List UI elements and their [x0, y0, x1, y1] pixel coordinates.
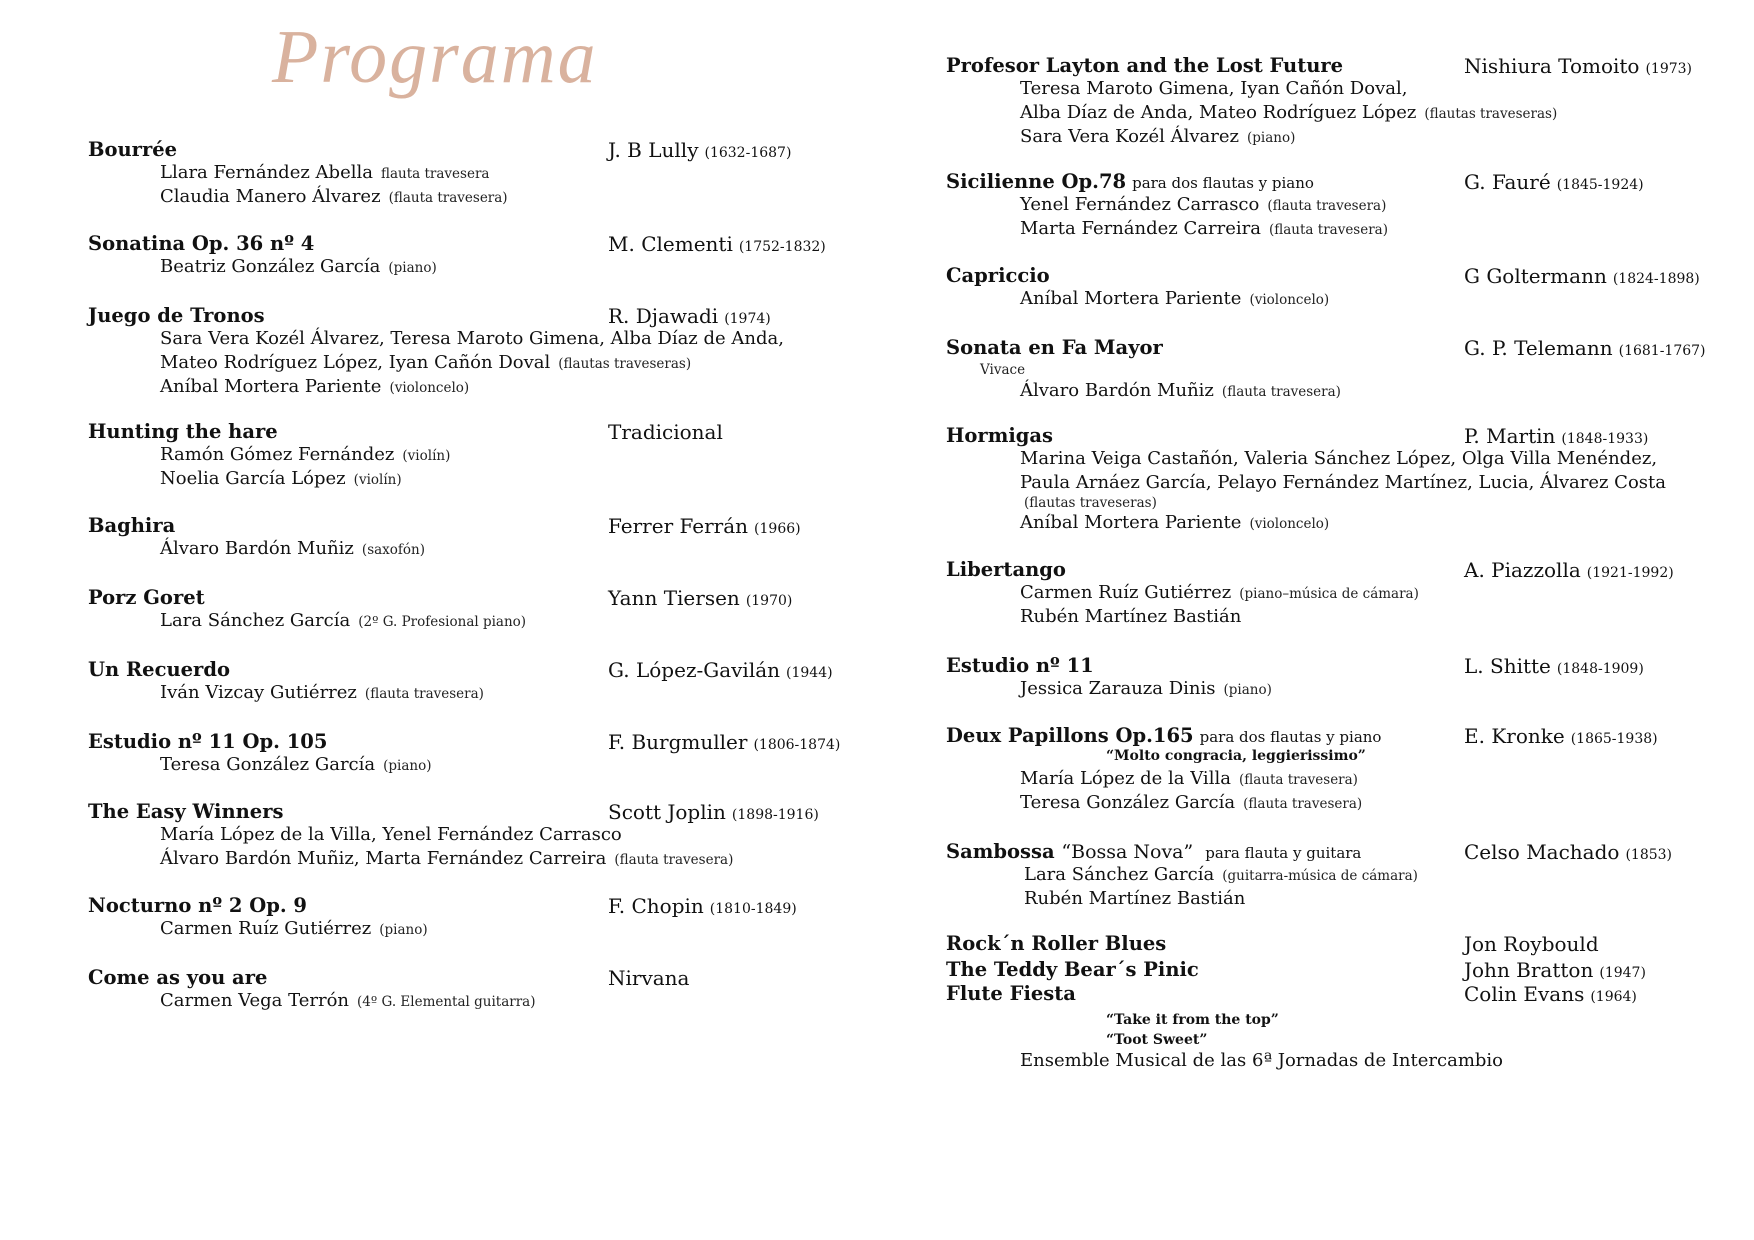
piece-title: Estudio nº 11 — [946, 654, 1094, 677]
performer: Carmen Vega Terrón (4º G. Elemental guitarra) — [160, 990, 536, 1011]
composer: Celso Machado (1853) — [1464, 840, 1673, 864]
performer: Lara Sánchez García (2º G. Profesional piano) — [160, 610, 527, 631]
piece-title: Flute Fiesta — [946, 982, 1076, 1005]
composer: G. López-Gavilán (1944) — [608, 658, 833, 682]
composer: J. B Lully (1632-1687) — [608, 138, 792, 162]
composer: Tradicional — [608, 420, 723, 444]
composer: G. Fauré (1845-1924) — [1464, 170, 1644, 194]
performer: Noelia García López (violín) — [160, 468, 402, 489]
piece-title: Bourrée — [88, 138, 178, 161]
piece-title: Come as you are — [88, 966, 268, 989]
performer: Claudia Manero Álvarez (flauta travesera) — [160, 186, 508, 207]
performer: Marta Fernández Carreira (flauta travesera) — [1020, 218, 1388, 239]
piece-title: Sambossa “Bossa Nova” para flauta y guitara — [946, 840, 1362, 863]
performer: Beatriz González García (piano) — [160, 256, 437, 277]
piece-title: The Easy Winners — [88, 800, 284, 823]
performer: Teresa González García (flauta travesera) — [1020, 792, 1363, 813]
performer: Sara Vera Kozél Álvarez (piano) — [1020, 126, 1296, 147]
composer: G Goltermann (1824-1898) — [1464, 264, 1700, 288]
composer: P. Martin (1848-1933) — [1464, 424, 1649, 448]
composer: Scott Joplin (1898-1916) — [608, 800, 819, 824]
piece-title: Profesor Layton and the Lost Future — [946, 54, 1344, 77]
performer: Rubén Martínez Bastián — [1020, 606, 1242, 627]
piece-title: Baghira — [88, 514, 176, 537]
performer: Alba Díaz de Anda, Mateo Rodríguez López (flautas traveseras) — [1020, 102, 1558, 123]
performer: Llara Fernández Abella flauta travesera — [160, 162, 490, 183]
performer: Álvaro Bardón Muñiz (saxofón) — [160, 538, 425, 559]
page-title: Programa — [272, 15, 598, 99]
performer: Teresa Maroto Gimena, Iyan Cañón Doval, — [1020, 78, 1408, 99]
composer: Yann Tiersen (1970) — [608, 586, 793, 610]
performer: Carmen Ruíz Gutiérrez (piano–música de cámara) — [1020, 582, 1419, 603]
piece-title: Juego de Tronos — [88, 304, 265, 327]
performer: Mateo Rodríguez López, Iyan Cañón Doval (flautas traveseras) — [160, 352, 692, 373]
piece-title: Sicilienne Op.78 para dos flautas y piano — [946, 170, 1314, 193]
composer: F. Burgmuller (1806-1874) — [608, 730, 841, 754]
piece-title: Nocturno nº 2 Op. 9 — [88, 894, 307, 917]
composer: Nirvana — [608, 966, 690, 990]
performer: Jessica Zarauza Dinis (piano) — [1020, 678, 1272, 699]
tempo-marking: “Molto congracia, leggierissimo” — [1106, 748, 1366, 764]
performer: Aníbal Mortera Pariente (violoncelo) — [1020, 512, 1330, 533]
piece-title: Rock´n Roller Blues — [946, 932, 1167, 955]
composer: Nishiura Tomoito (1973) — [1464, 54, 1693, 78]
movement-label: “Toot Sweet” — [1106, 1032, 1208, 1048]
ensemble-name: Ensemble Musical de las 6ª Jornadas de Intercambio — [1020, 1050, 1504, 1071]
composer: Jon Roybould — [1464, 932, 1599, 956]
movement-label: “Take it from the top” — [1106, 1012, 1279, 1028]
performer: Lara Sánchez García (guitarra-música de cámara) — [1024, 864, 1418, 885]
composer: F. Chopin (1810-1849) — [608, 894, 797, 918]
piece-title: Capriccio — [946, 264, 1050, 287]
piece-title: Hormigas — [946, 424, 1053, 447]
performer: Teresa González García (piano) — [160, 754, 432, 775]
performer: Álvaro Bardón Muñiz (flauta travesera) — [1020, 380, 1341, 401]
composer: Ferrer Ferrán (1966) — [608, 514, 801, 538]
performer: Sara Vera Kozél Álvarez, Teresa Maroto Gimena, Alba Díaz de Anda, — [160, 328, 784, 349]
composer: M. Clementi (1752-1832) — [608, 232, 826, 256]
performer: Aníbal Mortera Pariente (violoncelo) — [1020, 288, 1330, 309]
piece-title: Porz Goret — [88, 586, 205, 609]
performer: Marina Veiga Castañón, Valeria Sánchez López, Olga Villa Menéndez, — [1020, 448, 1658, 469]
performer: Álvaro Bardón Muñiz, Marta Fernández Carreira (flauta travesera) — [160, 848, 734, 869]
piece-title: Hunting the hare — [88, 420, 278, 443]
performer: Carmen Ruíz Gutiérrez (piano) — [160, 918, 428, 939]
composer: E. Kronke (1865-1938) — [1464, 724, 1658, 748]
piece-title: Deux Papillons Op.165 para dos flautas y piano — [946, 724, 1382, 747]
performer: Yenel Fernández Carrasco (flauta travesera) — [1020, 194, 1387, 215]
composer: Colin Evans (1964) — [1464, 982, 1637, 1006]
composer: John Bratton (1947) — [1464, 958, 1646, 982]
composer: G. P. Telemann (1681-1767) — [1464, 336, 1706, 360]
composer: R. Djawadi (1974) — [608, 304, 771, 328]
piece-title: Sonatina Op. 36 nº 4 — [88, 232, 315, 255]
piece-title: Estudio nº 11 Op. 105 — [88, 730, 328, 753]
performer: Ramón Gómez Fernández (violín) — [160, 444, 451, 465]
composer: A. Piazzolla (1921-1992) — [1464, 558, 1674, 582]
composer: L. Shitte (1848-1909) — [1464, 654, 1644, 678]
piece-title: The Teddy Bear´s Pinic — [946, 958, 1199, 981]
piece-title: Sonata en Fa Mayor — [946, 336, 1163, 359]
performer: Paula Arnáez García, Pelayo Fernández Martínez, Lucia, Álvarez Costa — [1020, 472, 1666, 493]
piece-title: Libertango — [946, 558, 1066, 581]
performer-role: (flautas traveseras) — [1024, 495, 1157, 511]
performer: Iván Vizcay Gutiérrez (flauta travesera) — [160, 682, 484, 703]
performer: María López de la Villa (flauta travesera) — [1020, 768, 1358, 789]
piece-title: Un Recuerdo — [88, 658, 230, 681]
performer: Aníbal Mortera Pariente (violoncelo) — [160, 376, 470, 397]
movement-label: Vivace — [980, 362, 1026, 378]
performer: María López de la Villa, Yenel Fernández Carrasco — [160, 824, 622, 845]
performer: Rubén Martínez Bastián — [1024, 888, 1246, 909]
